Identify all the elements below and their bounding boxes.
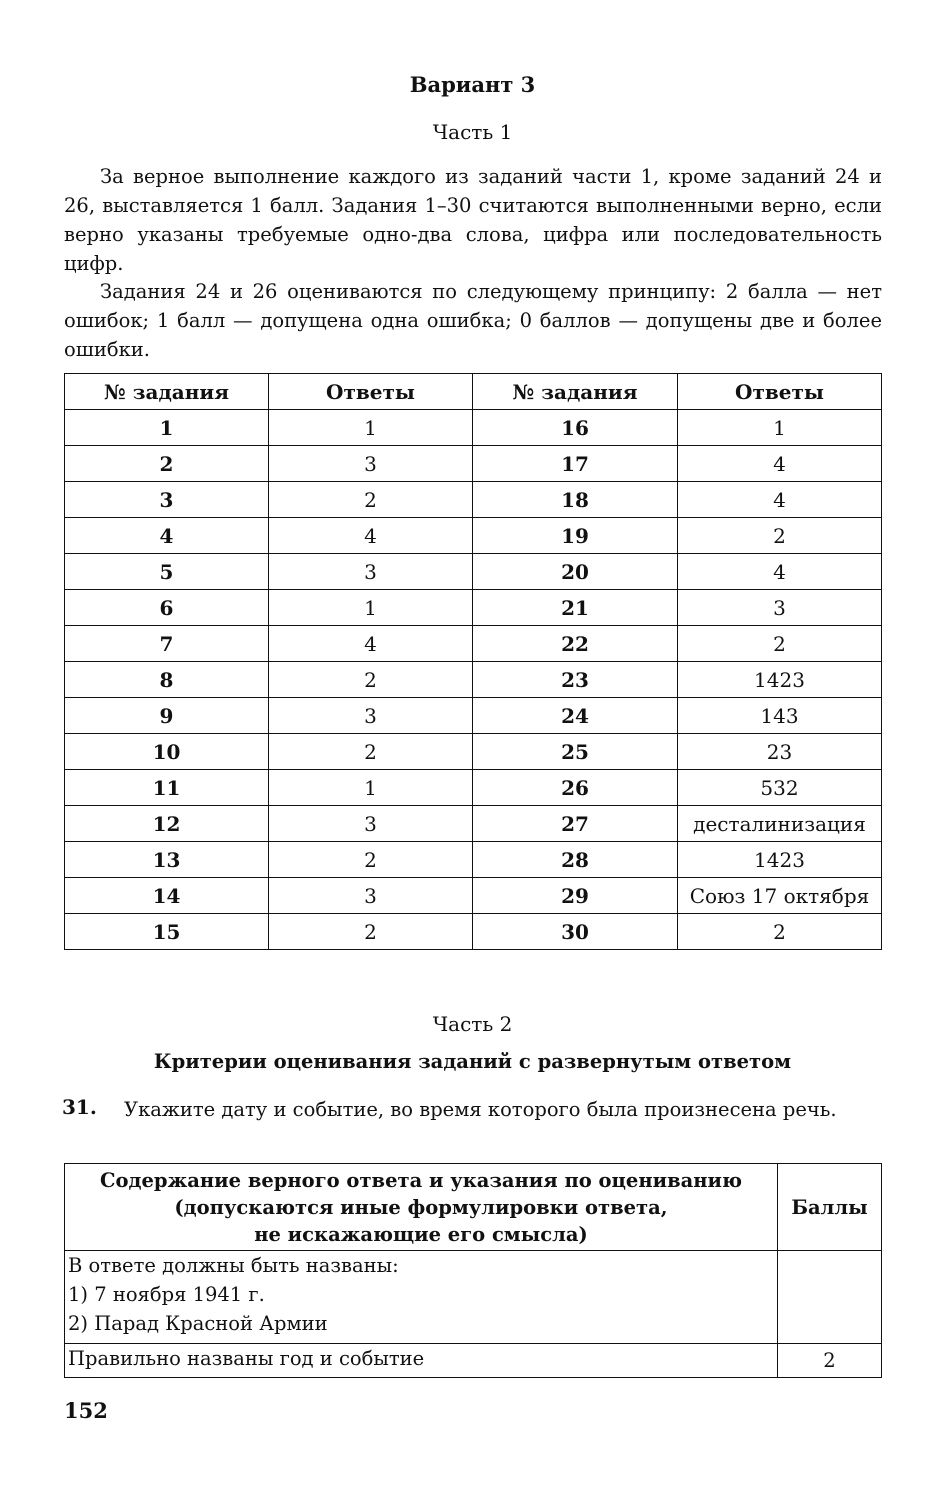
table-row [65,518,882,554]
task-number-cell: 20 [473,554,678,590]
criteria-title: Критерии оценивания заданий с развернутым ответом [153,1050,792,1073]
table-row [65,662,882,698]
answer-cell: 1 [269,590,473,626]
task-number-cell: 21 [473,590,678,626]
answer-cell: 3 [269,446,473,482]
task-number-cell: 9 [65,698,269,734]
table-row [65,482,882,518]
criteria-content-cell [65,1251,778,1344]
table-row [65,878,882,914]
table-row [65,554,882,590]
criteria-table-header [65,1164,882,1251]
question-number: 31. [62,1095,97,1119]
table-row [65,590,882,626]
task-number-cell: 11 [65,770,269,806]
task-number-cell: 15 [65,914,269,950]
answer-cell: 3 [269,554,473,590]
answer-cell: 23 [678,734,882,770]
task-number-cell: 25 [473,734,678,770]
answer-cell: 1 [269,770,473,806]
answer-cell: Союз 17 октября [678,878,882,914]
task-number-cell: 8 [65,662,269,698]
table-row [65,734,882,770]
part1-title: Часть 1 [432,120,513,144]
answer-cell: 1423 [678,662,882,698]
part1-scoring-paragraph: Задания 24 и 26 оцениваются по следующему принципу: 2 балла — нет ошибок; 1 балл — допущена одна ошибка; 0 баллов — допущены две и более ошибки. [64,280,882,361]
answer-cell: 1423 [678,842,882,878]
answer-cell: 2 [269,662,473,698]
criteria-content-score [778,1251,882,1344]
answer-cell: десталинизация [678,806,882,842]
part1-intro-paragraph: За верное выполнение каждого из заданий части 1, кроме заданий 24 и 26, выставляется 1 балл. Задания 1–30 считаются выполненными верно, если верно указаны требуемые одно-два слова, цифра или последовательность цифр. [64,165,882,275]
task-number-cell: 6 [65,590,269,626]
answer-cell: 4 [678,554,882,590]
task-number-cell: 5 [65,554,269,590]
table-row [65,698,882,734]
answer-cell: 2 [269,734,473,770]
task-number-cell: 12 [65,806,269,842]
answer-cell: 4 [678,446,882,482]
answer-cell: 2 [678,626,882,662]
criteria-score-row [65,1344,882,1378]
header-task-number-left: № задания [65,374,269,410]
answers-table [64,373,882,950]
task-number-cell: 19 [473,518,678,554]
task-number-cell: 3 [65,482,269,518]
task-number-cell: 22 [473,626,678,662]
answer-cell: 3 [269,878,473,914]
answer-cell: 3 [678,590,882,626]
task-number-cell: 30 [473,914,678,950]
criteria-score-value: 2 [778,1344,882,1378]
task-number-cell: 18 [473,482,678,518]
answer-cell: 2 [678,518,882,554]
answer-cell: 2 [678,914,882,950]
criteria-header-content [65,1164,778,1251]
answer-cell: 4 [269,626,473,662]
criteria-content-line: 2) Парад Красной Армии [68,1312,328,1335]
table-row [65,842,882,878]
table-row [65,410,882,446]
page-number: 152 [64,1398,108,1423]
table-row [65,806,882,842]
criteria-score-text: Правильно названы год и событие [65,1344,778,1378]
table-row [65,770,882,806]
table-row [65,626,882,662]
criteria-header-line: Содержание верного ответа и указания по оцениванию [100,1168,742,1192]
task-number-cell: 14 [65,878,269,914]
task-number-cell: 17 [473,446,678,482]
criteria-header-line: (допускаются иные формулировки ответа, [174,1195,668,1219]
criteria-header-line: не искажающие его смысла) [254,1222,588,1246]
answers-table-header [65,374,882,410]
answer-cell: 1 [678,410,882,446]
answers-table-body [65,410,882,950]
answer-cell: 532 [678,770,882,806]
criteria-content-line: 1) 7 ноября 1941 г. [68,1283,265,1306]
task-number-cell: 24 [473,698,678,734]
criteria-table [64,1163,882,1378]
task-number-cell: 23 [473,662,678,698]
question-text: Укажите дату и событие, во время которого была произнесена речь. [124,1098,837,1121]
task-number-cell: 1 [65,410,269,446]
answer-cell: 3 [269,698,473,734]
task-number-cell: 26 [473,770,678,806]
answer-cell: 4 [678,482,882,518]
header-task-number-right: № задания [473,374,678,410]
part2-title: Часть 2 [432,1012,513,1036]
task-number-cell: 16 [473,410,678,446]
task-number-cell: 4 [65,518,269,554]
task-number-cell: 13 [65,842,269,878]
answer-cell: 1 [269,410,473,446]
task-number-cell: 2 [65,446,269,482]
task-number-cell: 27 [473,806,678,842]
task-number-cell: 7 [65,626,269,662]
criteria-content-line: В ответе должны быть названы: [68,1254,399,1277]
table-row [65,914,882,950]
task-number-cell: 29 [473,878,678,914]
task-number-cell: 10 [65,734,269,770]
header-answers-left: Ответы [269,374,473,410]
answer-cell: 2 [269,842,473,878]
answer-cell: 2 [269,482,473,518]
header-answers-right: Ответы [678,374,882,410]
task-number-cell: 28 [473,842,678,878]
criteria-content-row [65,1251,882,1344]
table-row [65,446,882,482]
answer-cell: 2 [269,914,473,950]
answer-cell: 4 [269,518,473,554]
answer-cell: 143 [678,698,882,734]
variant-title: Вариант 3 [409,72,536,97]
criteria-header-score: Баллы [778,1164,882,1251]
answer-cell: 3 [269,806,473,842]
